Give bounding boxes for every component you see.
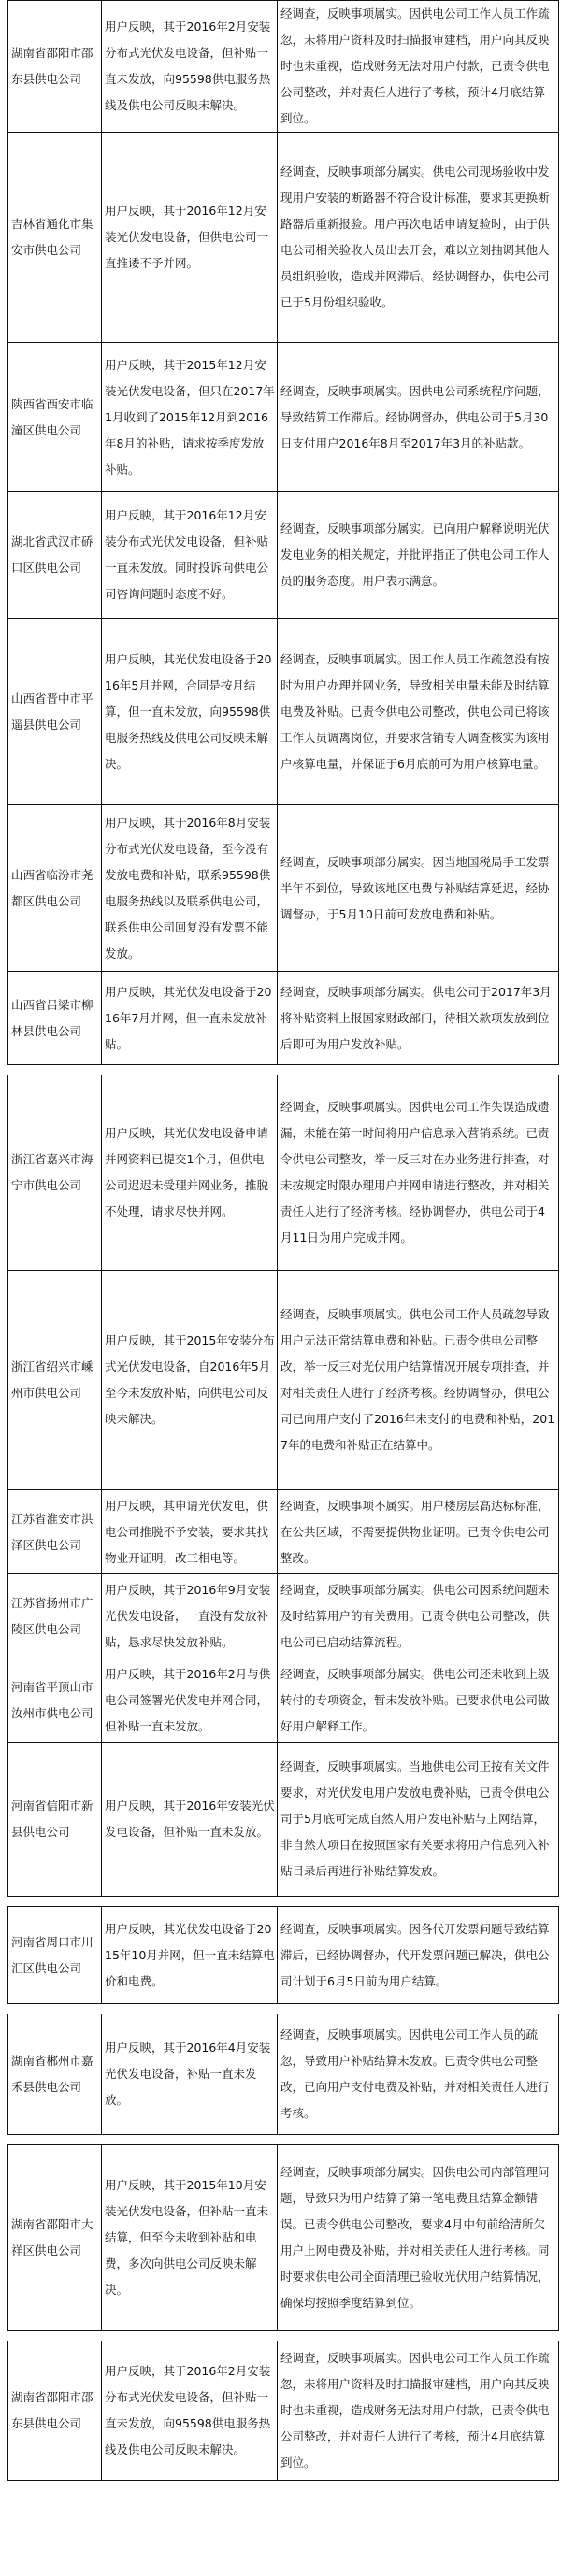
complaint-text: 用户反映，其于2016年2月与供电公司签署光伏发电并网合同，但补贴一直未发放。	[105, 1666, 271, 1733]
region-text: 江苏省淮安市洪泽区供电公司	[11, 1511, 94, 1552]
result-cell	[278, 1658, 558, 1742]
complaint-text: 用户反映，其于2015年12月安装光伏发电设备，但只在2017年1月收到了2015年12月到2016年8月的补贴，请求按季度发放补贴。	[105, 357, 275, 477]
region-cell	[8, 1490, 102, 1573]
result-text: 经调查，反映事项属实。因供电公司工作失误造成遗漏，未能在第一时间将用户信息录入营销系统。已责令供电公司整改，举一反三对在办业务进行排查，对未按规定时限办理用户并网申请进行整改，并对相关责任人进行了经济考核。经协调督办，供电公司于4月11日为用户完成并网。	[280, 1100, 550, 1245]
table-row	[7, 343, 559, 492]
region-text: 陕西省西安市临潼区供电公司	[11, 396, 94, 437]
complaint-cell	[102, 1574, 278, 1658]
complaint-text: 用户反映，其光伏发电设备于2015年10月并网，但一直未结算电价和电费。	[105, 1921, 275, 1988]
table-row	[7, 0, 559, 133]
complaint-cell	[102, 619, 278, 804]
result-text: 经调查，反映事项属实。因各代开发票问题导致结算滞后，已经协调督办，代开发票问题已解决，供电公司计划于6月5日前为用户结算。	[280, 1921, 550, 1988]
region-cell	[8, 1075, 102, 1270]
result-cell	[278, 492, 558, 618]
complaint-cell	[102, 1907, 278, 2003]
result-text: 经调查，反映事项属实。供电公司工作人员疏忽导致用户无法正常结算电费和补贴。已责令供电公司整改，举一反三对光伏用户结算情况开展专项排查，并对相关责任人进行了经济考核。经协调督办，供电公司已向用户支付了2016年未支付的电费和补贴，2017年的电费和补贴正在结算中。	[280, 1307, 555, 1452]
region-text: 湖南省邵阳市邵东县供电公司	[11, 2390, 94, 2430]
table-row	[7, 2144, 559, 2331]
result-text: 经调查，反映事项部分属实。已向用户解释说明光伏发电业务的相关规定，并批评指正了供电公司工作人员的服务态度。用户表示满意。	[280, 521, 550, 588]
complaint-cell	[102, 1743, 278, 1896]
region-text: 河南省周口市川汇区供电公司	[11, 1934, 94, 1975]
result-cell	[278, 2014, 558, 2134]
region-text: 湖南省邵阳市邵东县供电公司	[11, 46, 94, 86]
region-cell	[8, 1574, 102, 1658]
complaint-text: 用户反映，其于2016年2月安装分布式光伏发电设备，但补贴一直未发放，向95598供电服务热线及供电公司反映未解决。	[105, 20, 271, 112]
complaint-text: 用户反映，其申请光伏发电，供电公司推脱不予安装，要求其找物业开证明，改三相电等。	[105, 1498, 269, 1565]
result-text: 经调查，反映事项属实。因工作人员工作疏忽没有按时为用户办理并网业务，导致相关电量未能及时结算电费及补贴。已责令供电公司整改，供电公司已将该工作人员调离岗位，并要求营销专人调查核实为该用户核算电量，并保证于6月底前可为用户核算电量。	[280, 651, 550, 771]
region-text: 浙江省嘉兴市海宁市供电公司	[11, 1152, 94, 1192]
complaint-text: 用户反映，其光伏发电设备申请并网资料已提交1个月，但供电公司迟迟未受理并网业务，推脱不处理，请求尽快并网。	[105, 1126, 269, 1218]
result-cell	[278, 1075, 558, 1270]
table-row	[7, 1743, 559, 1897]
complaint-cell	[102, 492, 278, 618]
table-row	[7, 805, 559, 972]
result-text: 经调查，反映事项部分属实。供电公司还未收到上级转付的专项资金，暂未发放补贴。已要求供电公司做好用户解释工作。	[280, 1666, 550, 1733]
result-cell	[278, 972, 558, 1064]
complaint-cell	[102, 343, 278, 491]
result-cell	[278, 1743, 558, 1896]
complaint-cell	[102, 133, 278, 342]
complaint-text: 用户反映，其光伏发电设备于2016年5月并网，合同是按月结算，但一直未发放，向95598供电服务热线及供电公司反映未解决。	[105, 651, 272, 771]
region-cell	[8, 1907, 102, 2003]
result-text: 经调查，反映事项属实。因供电公司工作人员工作疏忽，未将用户资料及时扫描报审建档，用户向其反映时也未重视，造成财务无法对用户付款，已责令供电公司整改，并对责任人进行了考核，预计4月底结算到位。	[280, 7, 550, 125]
result-cell	[278, 1271, 558, 1489]
table-row	[7, 1075, 559, 1271]
table-row	[7, 492, 559, 619]
complaint-text: 用户反映，其于2016年8月安装分布式光伏发电设备，至今没有发放电费和补贴，联系95598供电服务热线以及联系供电公司，联系供电公司回复没有发票不能发放。	[105, 815, 271, 961]
region-cell	[8, 1658, 102, 1742]
table-row	[7, 2014, 559, 2135]
complaint-cell	[102, 1658, 278, 1742]
table-row	[7, 1271, 559, 1490]
region-text: 湖南省邵阳市大祥区供电公司	[11, 2217, 94, 2257]
result-cell	[278, 133, 558, 342]
complaint-table	[7, 0, 561, 2481]
complaint-text: 用户反映，其于2016年12月安装分布式光伏发电设备，但补贴一直未发放。同时投诉向供电公司咨询问题时态度不好。	[105, 508, 269, 601]
complaint-text: 用户反映，其于2016年4月安装光伏发电设备，补贴一直未发放。	[105, 2041, 271, 2107]
table-row	[7, 133, 559, 343]
result-text: 经调查，反映事项属实。当地供电公司正按有关文件要求，对光伏发电用户发放电费补贴，已责令供电公司于5月底可完成自然人用户发电补贴与上网结算，非自然人项目在按照国家有关要求将用户信息列入补贴目录后再进行补贴结算发放。	[280, 1759, 550, 1878]
complaint-cell	[102, 972, 278, 1064]
region-cell	[8, 343, 102, 491]
region-cell	[8, 2341, 102, 2480]
table-row	[7, 2341, 559, 2481]
region-text: 吉林省通化市集安市供电公司	[11, 217, 94, 257]
complaint-cell	[102, 1271, 278, 1489]
region-cell	[8, 2014, 102, 2134]
region-cell	[8, 1743, 102, 1896]
region-text: 河南省信阳市新县供电公司	[11, 1799, 94, 1839]
region-cell	[8, 1271, 102, 1489]
complaint-cell	[102, 1490, 278, 1573]
result-text: 经调查，反映事项部分属实。因当地国税局手工发票半年不到位，导致该地区电费与补贴结算延迟，经协调督办，于5月10日前可发放电费和补贴。	[280, 854, 550, 921]
complaint-cell	[102, 805, 278, 971]
region-cell	[8, 972, 102, 1064]
result-cell	[278, 2341, 558, 2480]
complaint-text: 用户反映，其于2015年安装分布式光伏发电设备，自2016年5月至今未发放补贴，向供电公司反映未解决。	[105, 1333, 275, 1426]
region-text: 江苏省扬州市广陵区供电公司	[11, 1595, 94, 1636]
region-text: 山西省吕梁市柳林县供电公司	[11, 997, 94, 1038]
region-text: 湖北省武汉市硚口区供电公司	[11, 534, 94, 575]
result-text: 经调查，反映事项属实。因供电公司工作人员工作疏忽，未将用户资料及时扫描报审建档，用户向其反映时也未重视，造成财务无法对用户付款，已责令供电公司整改，并对责任人进行了考核，预计4月底结算到位。	[280, 2351, 550, 2469]
result-cell	[278, 619, 558, 804]
complaint-text: 用户反映，其于2016年12月安装光伏发电设备，但供电公司一直推诿不予并网。	[105, 204, 269, 270]
result-text: 经调查，反映事项部分属实。因供电公司内部管理问题，导致只为用户结算了第一笔电费且结算金额错误。已责令供电公司整改，要求4月中旬前给清所欠用户上网电费及补贴，并对相关责任人进行考核。同时要求供电公司全面清理已验收光伏用户结算情况，确保均按照季度结算到位。	[280, 2165, 550, 2310]
region-cell	[8, 1, 102, 132]
complaint-text: 用户反映，其于2016年2月安装分布式光伏发电设备，但补贴一直未发放，向95598供电服务热线及供电公司反映未解决。	[105, 2364, 271, 2456]
result-cell	[278, 805, 558, 971]
region-text: 湖南省郴州市嘉禾县供电公司	[11, 2054, 94, 2094]
result-cell	[278, 343, 558, 491]
table-row	[7, 619, 559, 805]
region-cell	[8, 2145, 102, 2330]
result-text: 经调查，反映事项部分属实。供电公司因系统问题未及时结算用户的有关费用。已责令供电公司整改，供电公司已启动结算流程。	[280, 1582, 550, 1649]
result-cell	[278, 1907, 558, 2003]
region-text: 山西省晋中市平遥县供电公司	[11, 690, 94, 732]
result-text: 经调查，反映事项属实。因供电公司工作人员的疏忽，导致用户补贴结算未发放。已责令供电公司整改，已向用户支付电费及补贴，并对相关责任人进行考核。	[280, 2028, 550, 2120]
table-row	[7, 1490, 559, 1574]
complaint-text: 用户反映，其于2016年安装光伏发电设备，但补贴一直未发放。	[105, 1799, 275, 1839]
complaint-text: 用户反映，其于2016年9月安装光伏发电设备，一直没有发放补贴，恳求尽快发放补贴。	[105, 1582, 271, 1649]
complaint-cell	[102, 2341, 278, 2480]
complaint-cell	[102, 2145, 278, 2330]
complaint-cell	[102, 2014, 278, 2134]
complaint-text: 用户反映，其于2015年10月安装光伏发电设备，但补贴一直未结算，但至今未收到补贴和电费，多次向供电公司反映未解决。	[105, 2178, 269, 2297]
result-cell	[278, 1, 558, 132]
result-text: 经调查，反映事项不属实。用户楼房层高达标标准，在公共区域，不需要提供物业证明。已责令供电公司整改。	[280, 1498, 550, 1565]
result-text: 经调查，反映事项部分属实。供电公司现场验收中发现用户安装的断路器不符合设计标准，要求其更换断路器后重新报验。用户再次电话申请复验时，由于供电公司相关验收人员出去开会，难以立刻抽调其他人员组织验收，造成并网滞后。经协调督办，供电公司已于5月份组织验收。	[280, 164, 550, 309]
region-cell	[8, 492, 102, 618]
complaint-cell	[102, 1075, 278, 1270]
table-row	[7, 1906, 559, 2004]
region-cell	[8, 805, 102, 971]
region-text: 浙江省绍兴市嵊州市供电公司	[11, 1359, 94, 1400]
complaint-cell	[102, 1, 278, 132]
result-cell	[278, 1490, 558, 1573]
region-cell	[8, 133, 102, 342]
region-text: 山西省临汾市尧都区供电公司	[11, 867, 94, 908]
result-text: 经调查，反映事项属实。因供电公司系统程序问题，导致结算工作滞后。经协调督办，供电公司于5月30日支付用户2016年8月至2017年3月的补贴款。	[280, 383, 550, 450]
result-cell	[278, 2145, 558, 2330]
result-text: 经调查，反映事项部分属实。供电公司于2017年3月将补贴资料上报国家财政部门，待相关款项发放到位后即可为用户发放补贴。	[280, 984, 552, 1051]
table-row	[7, 1658, 559, 1743]
result-cell	[278, 1574, 558, 1658]
region-cell	[8, 619, 102, 804]
complaint-text: 用户反映，其光伏发电设备于2016年7月并网，但一直未发放补贴。	[105, 984, 272, 1051]
region-text: 河南省平顶山市汝州市供电公司	[11, 1679, 94, 1720]
table-row	[7, 972, 559, 1065]
table-row	[7, 1574, 559, 1658]
